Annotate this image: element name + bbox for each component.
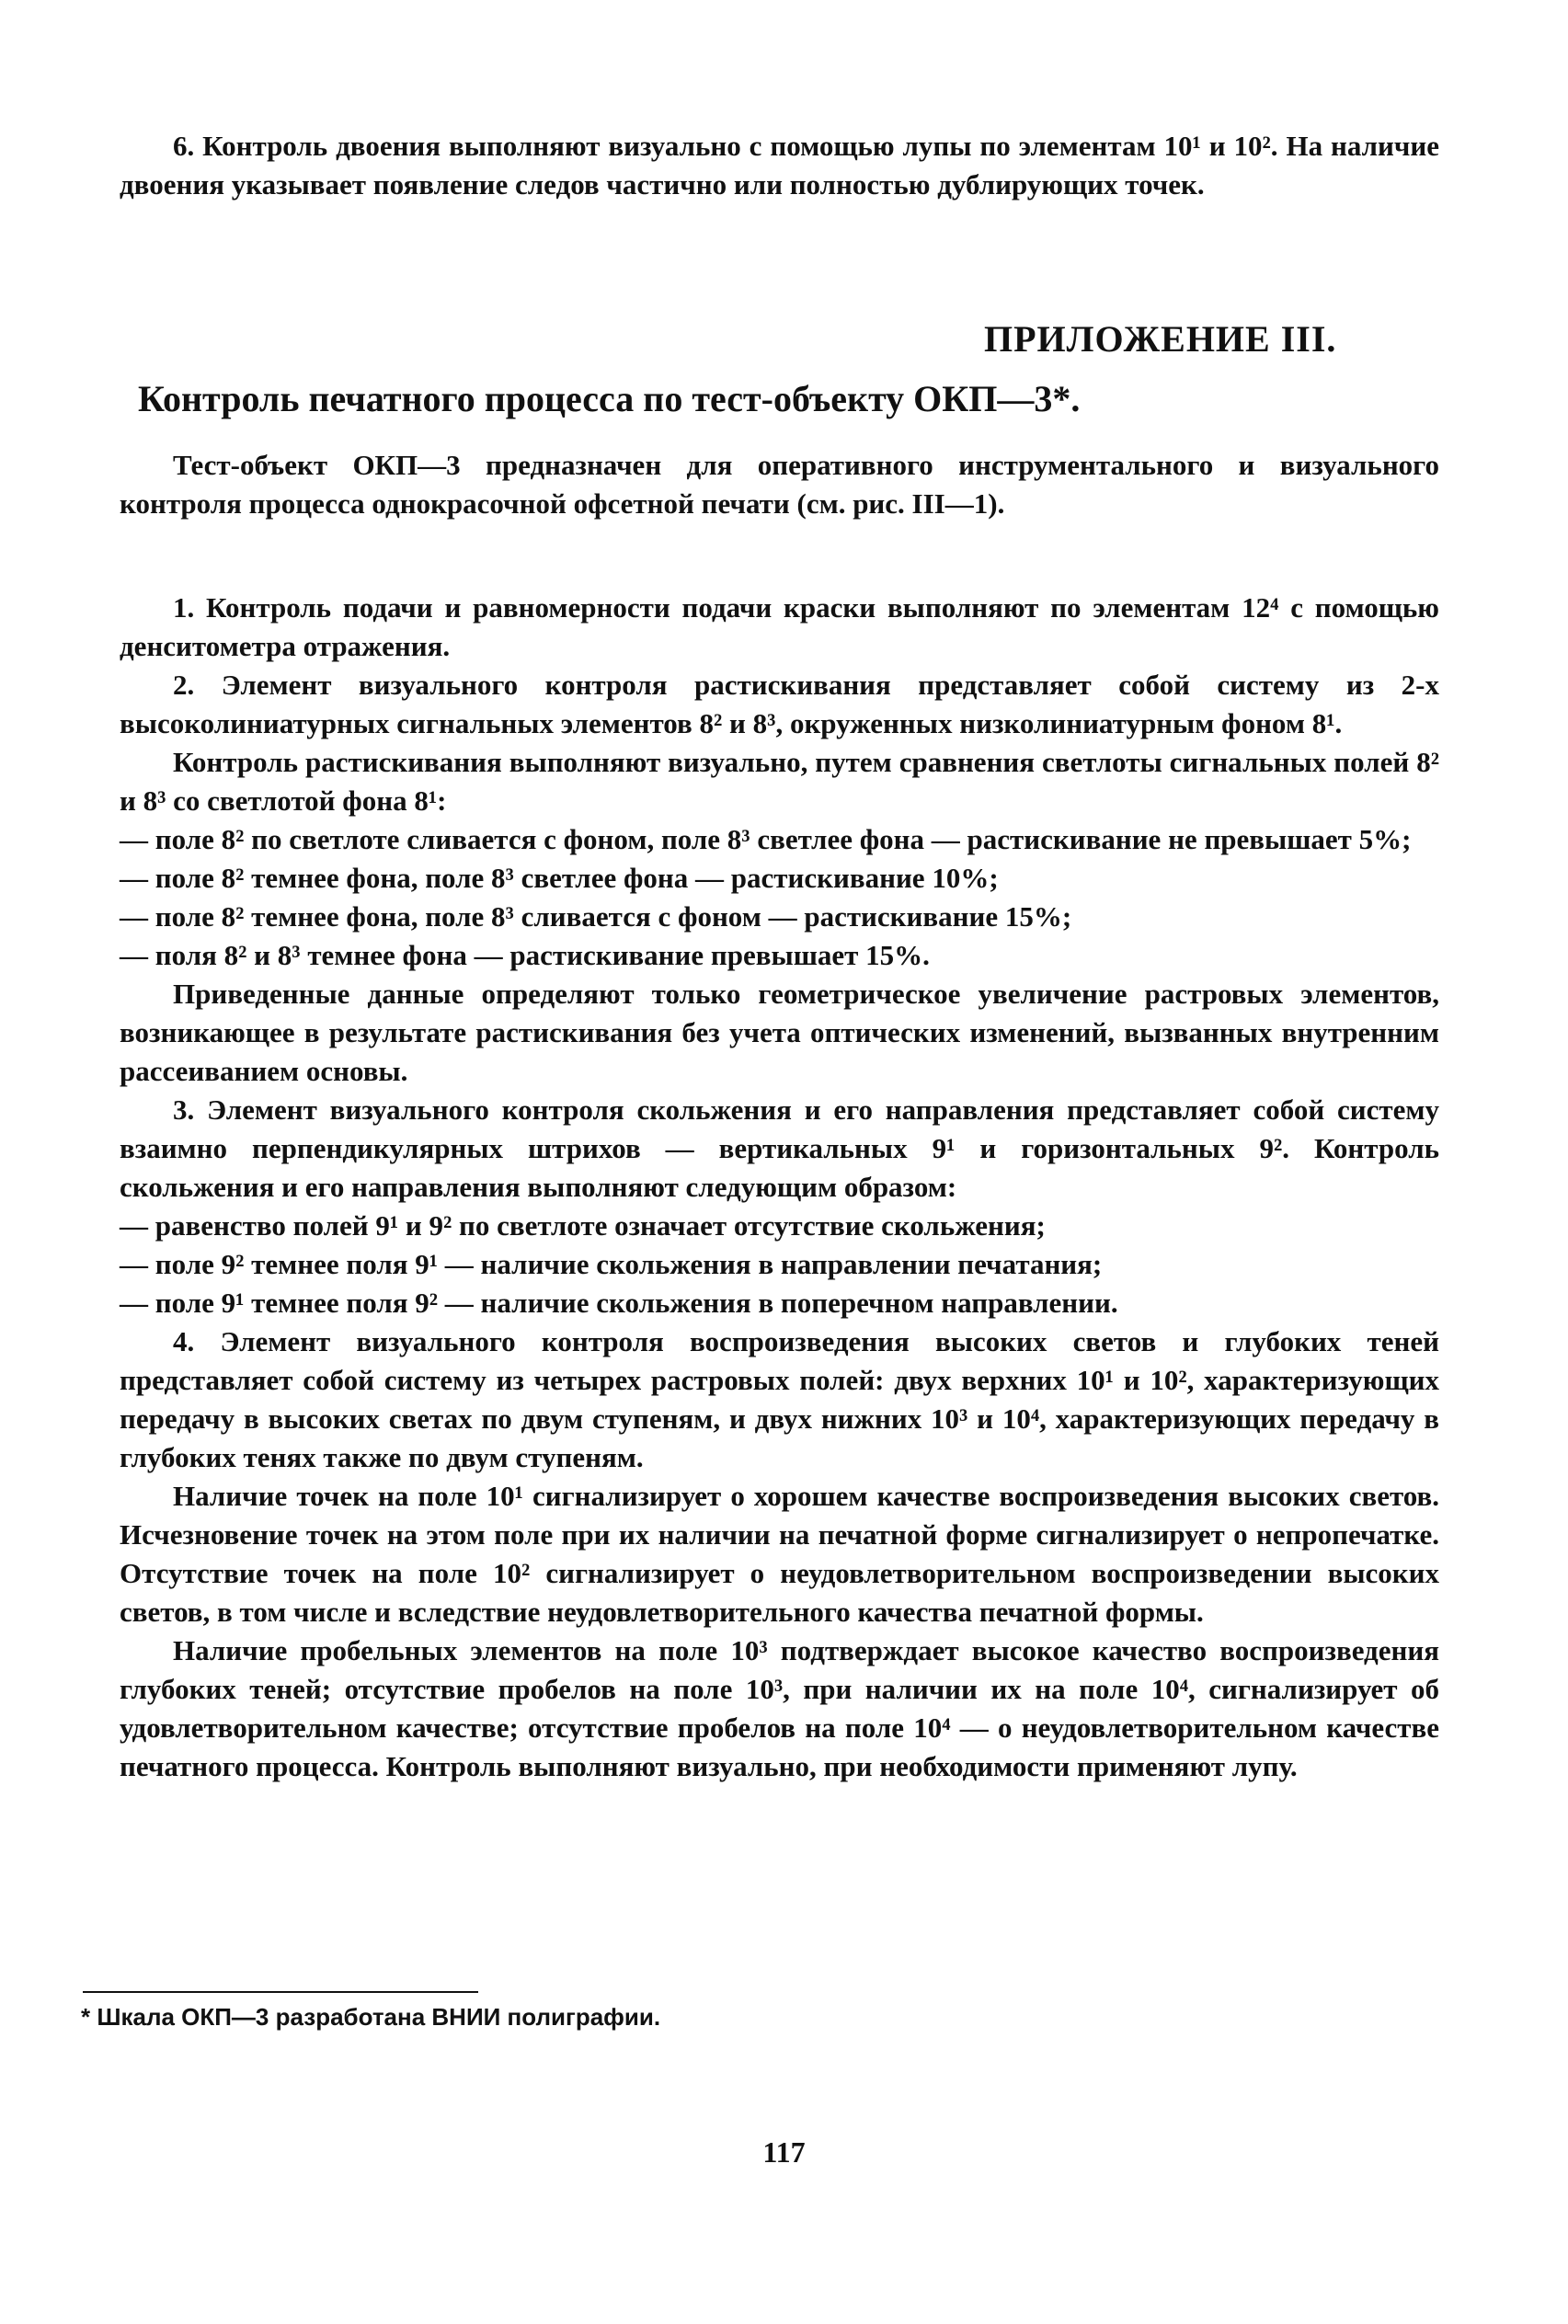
list-item-dot-gain-15: — поле 8² темнее фона, поле 8³ сливается с фоном — растискивание 15%;: [120, 900, 1072, 933]
section-title: Контроль печатного процесса по тест-объекту ОКП—3*.: [138, 378, 1081, 419]
paragraph-geometric-note: Приведенные данные определяют только геометрическое увеличение растровых элементов, возникающее в результате растискивания без учета оптических изменений, вызванных внутренним рассеиванием основы.: [120, 978, 1439, 1087]
appendix-title: ПРИЛОЖЕНИЕ III.: [984, 318, 1337, 360]
page-number: 117: [762, 2135, 806, 2169]
footnote-rule: [83, 1991, 478, 1993]
paragraph-shadows: Наличие пробельных элементов на поле 10³ подтверждает высокое качество воспроизведения глубоких теней; отсутствие пробелов на поле 10³, при наличии их на поле 10⁴, сигнализирует об удовлетворительном качестве; отсутствие пробелов на поле 10⁴ — о неудовлетворительном качестве печатного процесса. Контроль выполняют визуально, при необходимости применяют лупу.: [120, 1634, 1439, 1782]
paragraph-intro: Тест-объект ОКП—3 предназначен для оперативного инструментального и визуального контроля процесса однокрасочной офсетной печати (см. рис. III—1).: [120, 449, 1439, 520]
paragraph-highlights: Наличие точек на поле 10¹ сигнализирует о хорошем качестве воспроизведения высоких светов. Исчезновение точек на этом поле при их наличии на печатной форме сигнализирует о непропечатке. Отсутствие точек на поле 10² сигнализирует о неудовлетворительном воспроизведении высоких светов, в том числе и вследствие неудовлетворительного качества печатной формы.: [120, 1480, 1439, 1628]
list-item-dot-gain-5: — поле 8² по светлоте сливается с фоном, поле 8³ светлее фона — растискивание не превышает 5%;: [120, 823, 1412, 855]
list-item-dot-gain-10: — поле 8² темнее фона, поле 8³ светлее фона — растискивание 10%;: [120, 862, 999, 894]
paragraph-ink-supply: 1. Контроль подачи и равномерности подачи краски выполняют по элементам 12⁴ с помощью денситометра отражения.: [120, 591, 1439, 662]
footnote: * Шкала ОКП—3 разработана ВНИИ полиграфии.: [81, 2003, 661, 2031]
paragraph-dot-gain-control: Контроль растискивания выполняют визуально, путем сравнения светлоты сигнальных полей 8² и 8³ со светлотой фона 8¹:: [120, 746, 1439, 817]
intro-block: [120, 446, 1439, 523]
paragraph-slur-element: 3. Элемент визуального контроля скольжения и его направления представляет собой систему взаимно перпендикулярных штрихов — вертикальных 9¹ и горизонтальных 9². Контроль скольжения и его направления выполняют следующим образом:: [120, 1093, 1439, 1203]
list-item-slur-printing-direction: — поле 9² темнее поля 9¹ — наличие скольжения в направлении печатания;: [120, 1248, 1103, 1280]
top-text-block: [120, 127, 1439, 204]
list-item-no-slur: — равенство полей 9¹ и 9² по светлоте означает отсутствие скольжения;: [120, 1209, 1046, 1242]
paragraph-dot-gain-element: 2. Элемент визуального контроля растискивания представляет собой систему из 2-х высоколиниатурных сигнальных элементов 8² и 8³, окруженных низколиниатурным фоном 8¹.: [120, 669, 1439, 739]
list-item-slur-cross-direction: — поле 9¹ темнее поля 9² — наличие скольжения в поперечном направлении.: [120, 1287, 1118, 1319]
paragraph-highlights-shadows-element: 4. Элемент визуального контроля воспроизведения высоких светов и глубоких теней представляет собой систему из четырех растровых полей: двух верхних 10¹ и 10², характеризующих передачу в высоких светах по двум ступеням, и двух нижних 10³ и 10⁴, характеризующих передачу в глубоких тенях также по двум ступеням.: [120, 1325, 1439, 1473]
main-text-block: [120, 589, 1439, 1786]
paragraph-doubling-control: 6. Контроль двоения выполняют визуально с помощью лупы по элементам 10¹ и 10². На наличие двоения указывает появление следов частично или полностью дублирующих точек.: [120, 130, 1439, 200]
list-item-dot-gain-over-15: — поля 8² и 8³ темнее фона — растискивание превышает 15%.: [120, 939, 930, 971]
